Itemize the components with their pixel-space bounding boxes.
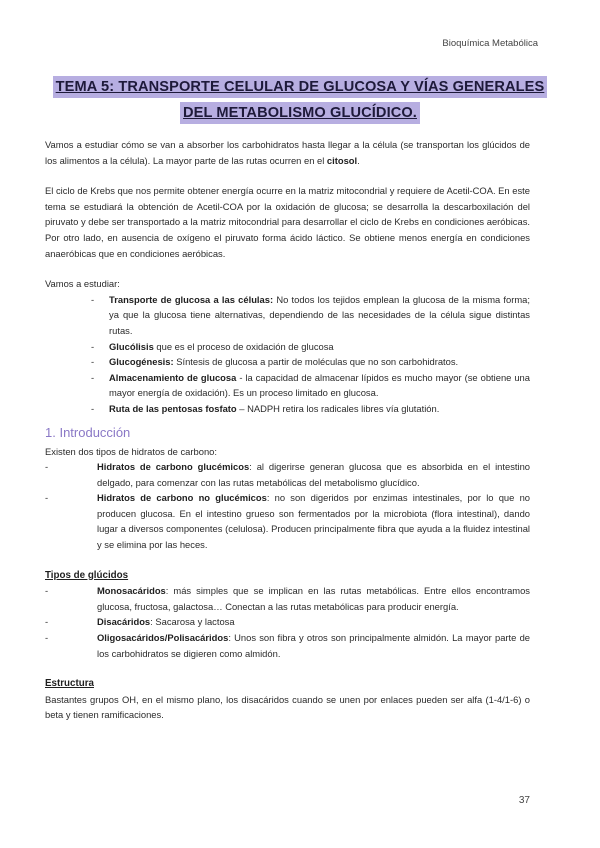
title-line-1: TEMA 5: TRANSPORTE CELULAR DE GLUCOSA Y VÍAS GENERALES — [53, 76, 548, 98]
title-line-2: DEL METABOLISMO GLUCÍDICO. — [180, 102, 420, 124]
list-item: - Almacenamiento de glucosa - la capacidad de almacenar lípidos es mucho mayor (se obtiene una mayor energía de oxidación). Es un proceso limitado en glucosa. — [91, 371, 530, 399]
subheading-tipos-glucidos: Tipos de glúcidos — [45, 569, 129, 581]
study-list-intro: Vamos a estudiar: — [45, 278, 120, 290]
intro-paragraph-1: Vamos a estudiar cómo se van a absorber los carbohidratos hasta llegar a la célula (se transportan los glúcidos de los alimentos a la célula). La mayor parte de las rutas ocurren en el citosol. — [45, 139, 530, 166]
estructura-paragraph: Bastantes grupos OH, en el mismo plano, los disacáridos cuando se unen por enlaces pueden ser alfa (1-4/1-6) o beta y tienen ramificaciones. — [45, 693, 530, 721]
study-list — [45, 292, 530, 417]
glucido-oligosacaridos: - Oligosacáridos/Polisacáridos: Unos son fibra y otros son principalmente almidón. La mayor parte de los carbohidratos se digieren como almidón. — [45, 632, 530, 659]
section-heading-introduccion: 1. Introducción — [45, 424, 131, 440]
glucido-monosacaridos: - Monosacáridos: más simples que se implican en las rutas metabólicas. Entre ellos encontramos glucosa, fructosa, galactosa… Conectan a las rutas metabólicas para producir energía. — [45, 585, 530, 612]
intro-paragraph-2: El ciclo de Krebs que nos permite obtener energía ocurre en la matriz mitocondrial y requiere de Acetil-COA. En este tema se estudiará la obtención de Acetil-COA por la oxidación de glucosa; se desarrolla la descarboxilación del piruvato y debe ser transportado a la matriz mitocondrial para desarrollar el ciclo de Krebs en condiciones aeróbicas. Por otro lado, en ausencia de oxígeno el piruvato forma ácido láctico. Se obtiene menos energía en condiciones anaeróbicas que en condiciones aeróbicas. — [45, 185, 530, 259]
section-lead: Existen dos tipos de hidratos de carbono: — [45, 445, 217, 457]
list-item: - Glucólisis que es el proceso de oxidación de glucosa — [91, 340, 334, 352]
document-body — [45, 137, 530, 723]
list-item: - Glucogénesis: Síntesis de glucosa a partir de moléculas que no son carbohidratos. — [91, 356, 459, 368]
page-title — [40, 76, 560, 128]
glucido-disacaridos: - Disacáridos: Sacarosa y lactosa — [45, 616, 235, 628]
running-header: Bioquímica Metabólica — [442, 38, 538, 49]
page-number: 37 — [518, 795, 530, 806]
list-item: - Ruta de las pentosas fosfato – NADPH retira los radicales libres vía glutatión. — [91, 402, 440, 414]
carb-type-no-glucemicos: - Hidratos de carbono no glucémicos: no son digeridos por enzimas intestinales, por lo que no producen glucosa. En el intestino grueso son fermentados por la microbiota (flora intestinal), dando lugar a diversos componentes (celulosa). Producen principalmente fibra que ayuda a la fluidez intestinal y se elimina por las heces. — [45, 492, 530, 551]
subheading-estructura: Estructura — [45, 678, 94, 690]
carb-type-glucemicos: - Hidratos de carbono glucémicos: al digerirse generan glucosa que es absorbida en el intestino delgado, para comenzar con las rutas metabólicas del metabolismo glucídico. — [45, 461, 530, 488]
list-item: - Transporte de glucosa a las células: No todos los tejidos emplean la glucosa de la misma forma; ya que la glucosa tiene alternativas, dependiendo de las necesidades de la célula sigue distintas rutas. — [91, 293, 531, 336]
